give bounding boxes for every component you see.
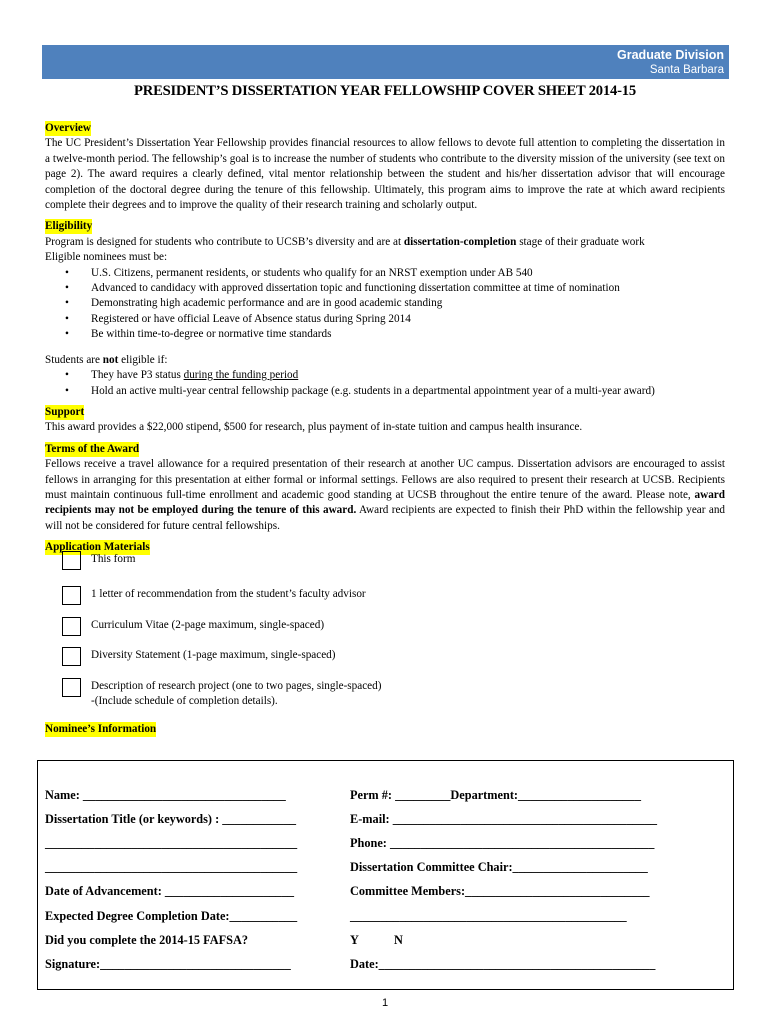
- checklist-item: [45, 676, 725, 716]
- not-eligible-intro: Students are not eligible if:: [45, 353, 168, 366]
- checkbox[interactable]: [62, 551, 81, 570]
- graduate-division-banner: [42, 45, 729, 79]
- checklist-label: Description of research project (one to two pages, single-spaced) -(Include schedule of completion details).: [91, 679, 382, 707]
- date-field[interactable]: Date:_____________________________________________: [350, 957, 656, 971]
- checklist-label: Curriculum Vitae (2-page maximum, single-spaced): [91, 618, 325, 631]
- application-heading: Application Materials: [45, 541, 150, 554]
- checklist-item: [45, 615, 725, 646]
- fafsa-yes-option[interactable]: Y: [350, 933, 359, 947]
- email-field[interactable]: E-mail: ___________________________________________: [350, 812, 658, 826]
- checklist-item: [45, 645, 725, 676]
- list-item: • U.S. Citizens, permanent residents, or students who qualify for an NRST exemption under AB 540: [65, 266, 725, 281]
- list-item: • Be within time-to-degree or normative time standards: [65, 327, 725, 342]
- dissertation-title-field[interactable]: Dissertation Title (or keywords) : ____________: [45, 812, 297, 826]
- overview-text: The UC President’s Dissertation Year Fellowship provides financial resources to allow fellows to devote full attention to completing the dissertation in a twelve-month period. The fellowship’s goal is to increase the number of students who contribute to the diversity mission of the university (see text on page 2). The award requires a clearly defined, vital mentor relationship between the student and his/her dissertation advisor that will encourage completion of the doctoral degree during the tenure of this fellowship. Ultimately, this program aims to improve the rate at which award recipients complete their degrees and to improve the quality of their research training and scholarly output.: [45, 137, 725, 212]
- support-text: This award provides a $22,000 stipend, $500 for research, plus payment of in-state tuition and campus health insurance.: [45, 421, 583, 434]
- nominee-information-form: [37, 760, 734, 990]
- nominee-heading: Nominee’s Information: [45, 722, 157, 735]
- advancement-date-field[interactable]: Date of Advancement: _____________________: [45, 884, 294, 898]
- checkbox[interactable]: [62, 586, 81, 605]
- page-title: PRESIDENT’S DISSERTATION YEAR FELLOWSHIP COVER SHEET 2014-15: [134, 83, 636, 99]
- checklist-label: Diversity Statement (1-page maximum, single-spaced): [91, 649, 336, 662]
- not-eligible-list: [65, 368, 725, 399]
- document-body: [45, 121, 725, 737]
- eligibility-intro: Program is designed for students who contribute to UCSB’s diversity and are at dissertation-completion stage of their graduate work: [45, 235, 645, 248]
- banner-org-name: Graduate Division: [617, 48, 724, 62]
- dissertation-title-line-3[interactable]: _________________________________________: [45, 860, 298, 874]
- committee-chair-field[interactable]: Dissertation Committee Chair:______________________: [350, 860, 648, 874]
- fafsa-no-option[interactable]: N: [394, 933, 403, 947]
- signature-field[interactable]: Signature:_______________________________: [45, 957, 291, 971]
- page-number: 1: [381, 997, 389, 1009]
- eligibility-list: [65, 266, 725, 343]
- phone-field[interactable]: Phone: ___________________________________________: [350, 836, 655, 850]
- checklist-item: [45, 584, 725, 615]
- name-field[interactable]: Name: _________________________________: [45, 788, 286, 802]
- eligibility-heading: Eligibility: [45, 220, 93, 233]
- expected-completion-field[interactable]: Expected Degree Completion Date:___________: [45, 909, 298, 923]
- list-item: • Hold an active multi-year central fellowship package (e.g. students in a departmental appointment year of a multi-year award): [65, 384, 725, 399]
- eligible-nominees-line: Eligible nominees must be:: [45, 251, 168, 264]
- list-item: • Registered or have official Leave of Absence status during Spring 2014: [65, 312, 725, 327]
- terms-heading: Terms of the Award: [45, 442, 140, 455]
- checkbox[interactable]: [62, 647, 81, 666]
- list-item: • Demonstrating high academic performance and are in good academic standing: [65, 296, 725, 311]
- checklist-item: [45, 554, 725, 585]
- checklist-label: This form: [91, 552, 136, 565]
- checklist-label: 1 letter of recommendation from the student’s faculty advisor: [91, 588, 366, 601]
- fafsa-question: Did you complete the 2014-15 FAFSA?: [45, 933, 248, 947]
- terms-text: Fellows receive a travel allowance for a required presentation of their research at another UC campus. Dissertation advisors are encouraged to assist fellows in arranging for this presentation at either formal or informal settings. Fellows are also required to present their research at UCSB. Recipients must maintain continuous full-time enrollment and academic good standing at UCSB throughout the entire tenure of the award. Please note, award recipients may not be employed during the tenure of this award. Award recipients are expected to finish their PhD within the fellowship year and will not be considered for future central fellowships.: [45, 458, 726, 532]
- committee-members-field[interactable]: Committee Members:______________________________: [350, 884, 650, 898]
- overview-heading: Overview: [45, 122, 91, 134]
- list-item: • They have P3 status during the funding period: [65, 368, 725, 383]
- banner-campus-name: Santa Barbara: [649, 64, 724, 76]
- committee-members-line-2[interactable]: _____________________________________________: [350, 909, 627, 923]
- support-heading: Support: [45, 405, 85, 418]
- list-item: • Advanced to candidacy with approved dissertation topic and functioning dissertation committee at time of nomination: [65, 281, 725, 296]
- checkbox[interactable]: [62, 678, 81, 697]
- dissertation-title-line-2[interactable]: _________________________________________: [45, 836, 298, 850]
- checkbox[interactable]: [62, 617, 81, 636]
- perm-department-field[interactable]: Perm #: _________Department:____________________: [350, 788, 641, 802]
